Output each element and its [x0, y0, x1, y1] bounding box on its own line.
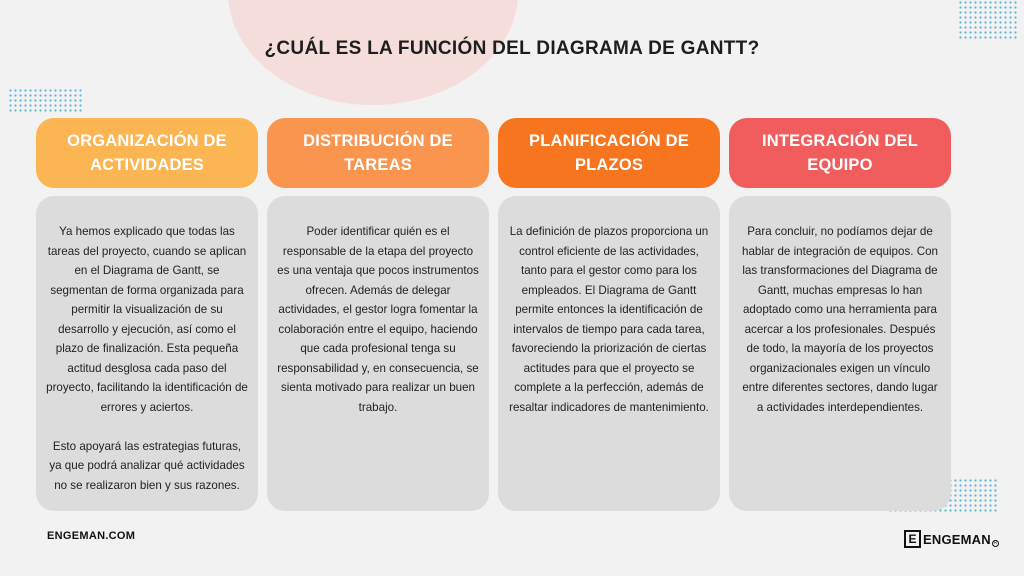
dot-pattern-top-right — [958, 0, 1018, 40]
column-heading: INTEGRACIÓN DEL EQUIPO — [729, 118, 951, 188]
column-body — [267, 196, 489, 511]
column-heading: PLANIFICACIÓN DE PLAZOS — [498, 118, 720, 188]
logo-text: ENGEMAN — [923, 531, 991, 547]
column-integracion — [729, 118, 951, 511]
page-title: ¿CUÁL ES LA FUNCIÓN DEL DIAGRAMA DE GANTT? — [264, 38, 760, 59]
column-distribucion — [267, 118, 489, 511]
column-paragraph: La definición de plazos proporciona un control eficiente de las actividades, tanto para el gestor como para los empleados. El Diagrama de Gantt permite entonces la identificación de intervalos de tiempo para cada tarea, favoreciendo la priorización de ciertas actitudes para que el proyecto se complete a la perfección, además de resaltar indicadores de mantenimiento. — [509, 225, 709, 414]
column-organizacion — [36, 118, 258, 511]
registered-icon: R — [993, 540, 998, 546]
column-heading: ORGANIZACIÓN DE ACTIVIDADES — [36, 118, 258, 188]
engeman-logo — [904, 530, 999, 548]
column-paragraph: Ya hemos explicado que todas las tareas del proyecto, cuando se aplican en el Diagrama de Gantt, se segmentan de forma organizada para permitir la visualización de su desarrollo y ejecución, así como el plazo de finalización. Esta pequeña actitud desglosa cada paso del proyecto, facilitando la identificación de errores y aciertos. — [46, 225, 248, 414]
dot-pattern-top-left — [8, 88, 83, 113]
column-paragraph: Esto apoyará las estrategias futuras, ya que podrá analizar qué actividades no se realizaron bien y sus razones. — [49, 439, 245, 492]
footer-site-link[interactable]: ENGEMAN.COM — [47, 530, 136, 542]
column-body — [729, 196, 951, 511]
column-paragraph: Para concluir, no podíamos dejar de hablar de integración de equipos. Con las transformaciones del Diagrama de Gantt, muchas empresas lo han adoptado como una herramienta para acercar a los profesionales. Después de todo, la mayoría de los proyectos organizacionales exigen un vínculo entre diferentes sectores, dando lugar a actividades interdependientes. — [742, 225, 938, 414]
column-planificacion — [498, 118, 720, 511]
column-body — [498, 196, 720, 511]
column-paragraph: Poder identificar quién es el responsable de la etapa del proyecto es una ventaja que pocos instrumentos ofrecen. Además de delegar actividades, el gestor logra fomentar la colaboración entre el equipo, haciendo que cada profesional tenga su responsabilidad y, en consecuencia, se sienta motivado para realizar un buen trabajo. — [277, 225, 479, 414]
column-heading: DISTRIBUCIÓN DE TAREAS — [267, 118, 489, 188]
column-body — [36, 196, 258, 511]
logo-letter-box: E — [904, 530, 921, 548]
